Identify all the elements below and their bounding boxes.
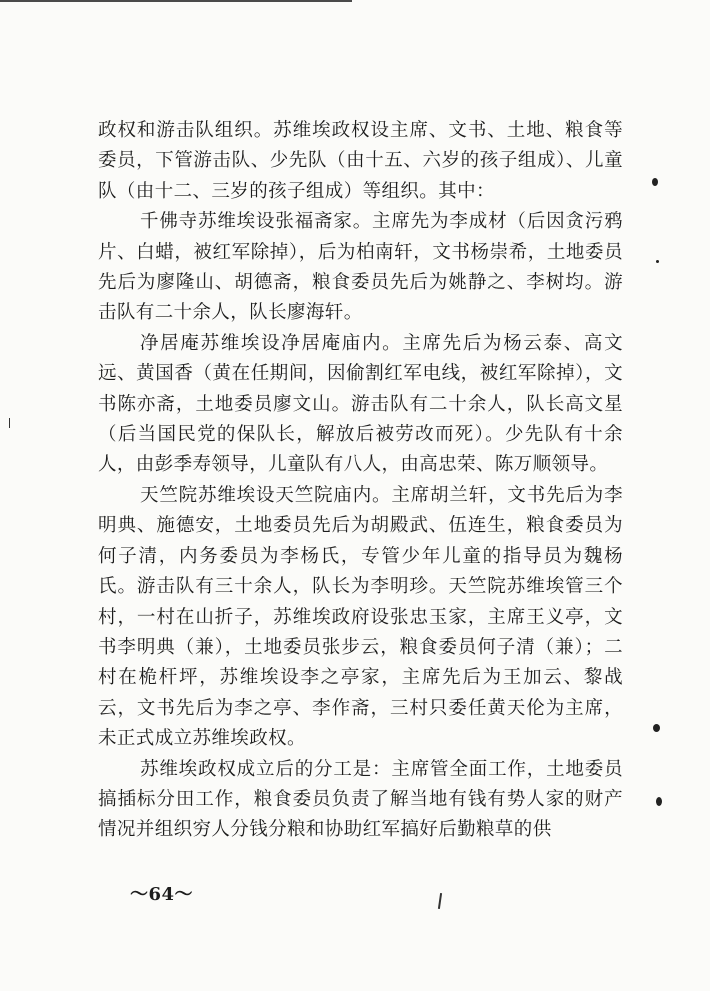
paragraph-qianfosi: 千佛寺苏维埃设张福斋家。主席先为李成材（后因贪污鸦片、白蜡，被红军除掉），后为柏南轩，文书杨崇希，土地委员先后为廖隆山、胡德斋，粮食委员先后为姚静之、李树均。游击队有二十余人，队长廖海轩。 (98, 211, 623, 324)
paragraph-jingjuan: 净居庵苏维埃设净居庵庙内。主席先后为杨云泰、高文远、黄国香（黄在任期间，因偷割红军电线，被红军除掉），文书陈亦斋，土地委员廖文山。游击队有二十余人，队长高文星（后当国民党的保队长，解放后被劳改而死）。少先队有十余人，由彭季寿领导，儿童队有八人，由高忠荣、陈万顺领导。 (98, 332, 623, 476)
paragraph-division-of-labor: 苏维埃政权成立后的分工是：主席管全面工作，土地委员搞插标分田工作，粮食委员负责了解当地有钱有势人家的财产情况并组织穷人分钱分粮和协助红军搞好后勤粮草的供 (98, 758, 623, 841)
page-body (98, 116, 623, 846)
top-edge-rule (0, 0, 352, 2)
page-number: ～64～ (130, 884, 194, 905)
paragraph-tianzhuyuan: 天竺院苏维埃设天竺院庙内。主席胡兰轩，文书先后为李明典、施德安，土地委员先后为胡殿武、伍连生，粮食委员为何子清，内务委员为李杨氏，专管少年儿童的指导员为魏杨氏。游击队有三十余人，队长为李明珍。天竺院苏维埃管三个村，一村在山折子，苏维埃政府设张忠玉家，主席王义亭，文书李明典（兼），土地委员张步云，粮食委员何子清（兼）；二村在桅杆坪，苏维埃设李之亭家，主席先后为王加云、黎战云，文书先后为李之亭、李作斋，三村只委任黄天伦为主席，未正式成立苏维埃政权。 (98, 484, 623, 750)
scan-stroke (438, 893, 442, 909)
scan-stroke (9, 418, 10, 428)
scan-speck (656, 797, 662, 806)
scan-speck (653, 724, 660, 732)
scan-speck (652, 178, 658, 186)
scan-speck (656, 260, 659, 263)
paragraph-continuation: 政权和游击队组织。苏维埃政权设主席、文书、土地、粮食等委员，下管游击队、少先队（由十五、六岁的孩子组成）、儿童队（由十二、三岁的孩子组成）等组织。其中： (98, 120, 623, 202)
